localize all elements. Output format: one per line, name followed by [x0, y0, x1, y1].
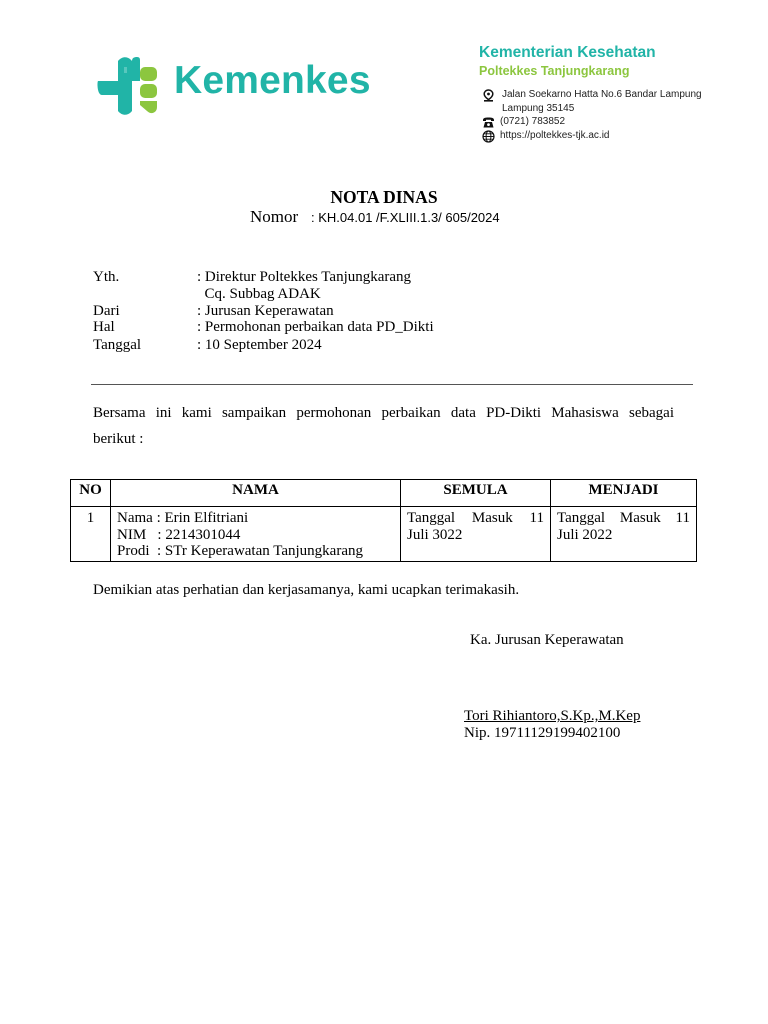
prodi-line: Prodi : STr Keperawatan Tanjungkarang: [117, 543, 363, 559]
nomor-value: : KH.04.01 /F.XLIII.1.3/ 605/2024: [311, 210, 500, 225]
table-row: [71, 507, 697, 562]
nomor-label: Nomor: [250, 207, 299, 226]
signatory-name: Tori Rihiantoro,S.Kp.,M.Kep: [464, 708, 641, 724]
correction-table: [70, 479, 697, 562]
header-label-hal: Hal: [93, 319, 115, 335]
header-label-yth: Yth.: [93, 269, 120, 285]
org-subtitle: Poltekkes Tanjungkarang: [479, 64, 630, 78]
brand-name: Kemenkes: [174, 59, 371, 102]
location-icon: [482, 89, 495, 102]
header-value-yth: : Direktur Poltekkes Tanjungkarang: [197, 269, 412, 285]
column-header-semula: SEMULA: [401, 480, 551, 507]
intro-line-2: berikut :: [93, 431, 144, 447]
header-value-tanggal: : 10 September 2024: [197, 337, 322, 353]
cell-menjadi: [551, 507, 697, 562]
semula-line-2: Juli 3022: [407, 526, 463, 543]
address-line-1: Jalan Soekarno Hatta No.6 Bandar Lampung: [502, 89, 702, 100]
phone-number: (0721) 783852: [500, 116, 566, 127]
header-label-dari: Dari: [93, 303, 120, 319]
header-value-dari: : Jurusan Keperawatan: [197, 303, 334, 319]
column-header-menjadi: MENJADI: [551, 480, 697, 507]
signatory-nip: Nip. 19711129199402100: [464, 725, 621, 741]
cell-semula: [401, 507, 551, 562]
header-value-hal: : Permohonan perbaikan data PD_Dikti: [197, 319, 434, 335]
menjadi-line-2: Juli 2022: [557, 526, 613, 543]
table-header-row: [71, 480, 697, 507]
org-title: Kementerian Kesehatan: [479, 44, 656, 61]
closing-sentence: Demikian atas perhatian dan kerjasamanya, kami ucapkan terimakasih.: [93, 582, 520, 598]
document-title: NOTA DINAS: [330, 187, 438, 207]
globe-icon: [482, 130, 495, 143]
semula-line-1: Tanggal Masuk 11: [407, 510, 544, 526]
column-header-no: NO: [71, 480, 111, 507]
column-header-nama: NAMA: [111, 480, 401, 507]
cell-no: 1: [71, 507, 111, 562]
cell-nama: [111, 507, 401, 562]
website-url: https://poltekkes-tjk.ac.id: [500, 130, 610, 141]
signatory-position: Ka. Jurusan Keperawatan: [470, 632, 624, 648]
header-value-cq: Cq. Subbag ADAK: [197, 286, 321, 302]
menjadi-line-1: Tanggal Masuk 11: [557, 510, 690, 526]
header-divider: [91, 384, 693, 385]
intro-line-1: Bersama ini kami sampaikan permohonan perbaikan data PD-Dikti Mahasiswa sebagai: [93, 405, 674, 421]
kemenkes-logo-icon: [96, 55, 160, 117]
phone-icon: [482, 116, 495, 129]
nama-line: Nama : Erin Elfitriani: [117, 510, 249, 526]
nim-line: NIM : 2214301044: [117, 526, 241, 543]
address-line-2: Lampung 35145: [502, 103, 575, 114]
header-label-tanggal: Tanggal: [93, 337, 142, 353]
